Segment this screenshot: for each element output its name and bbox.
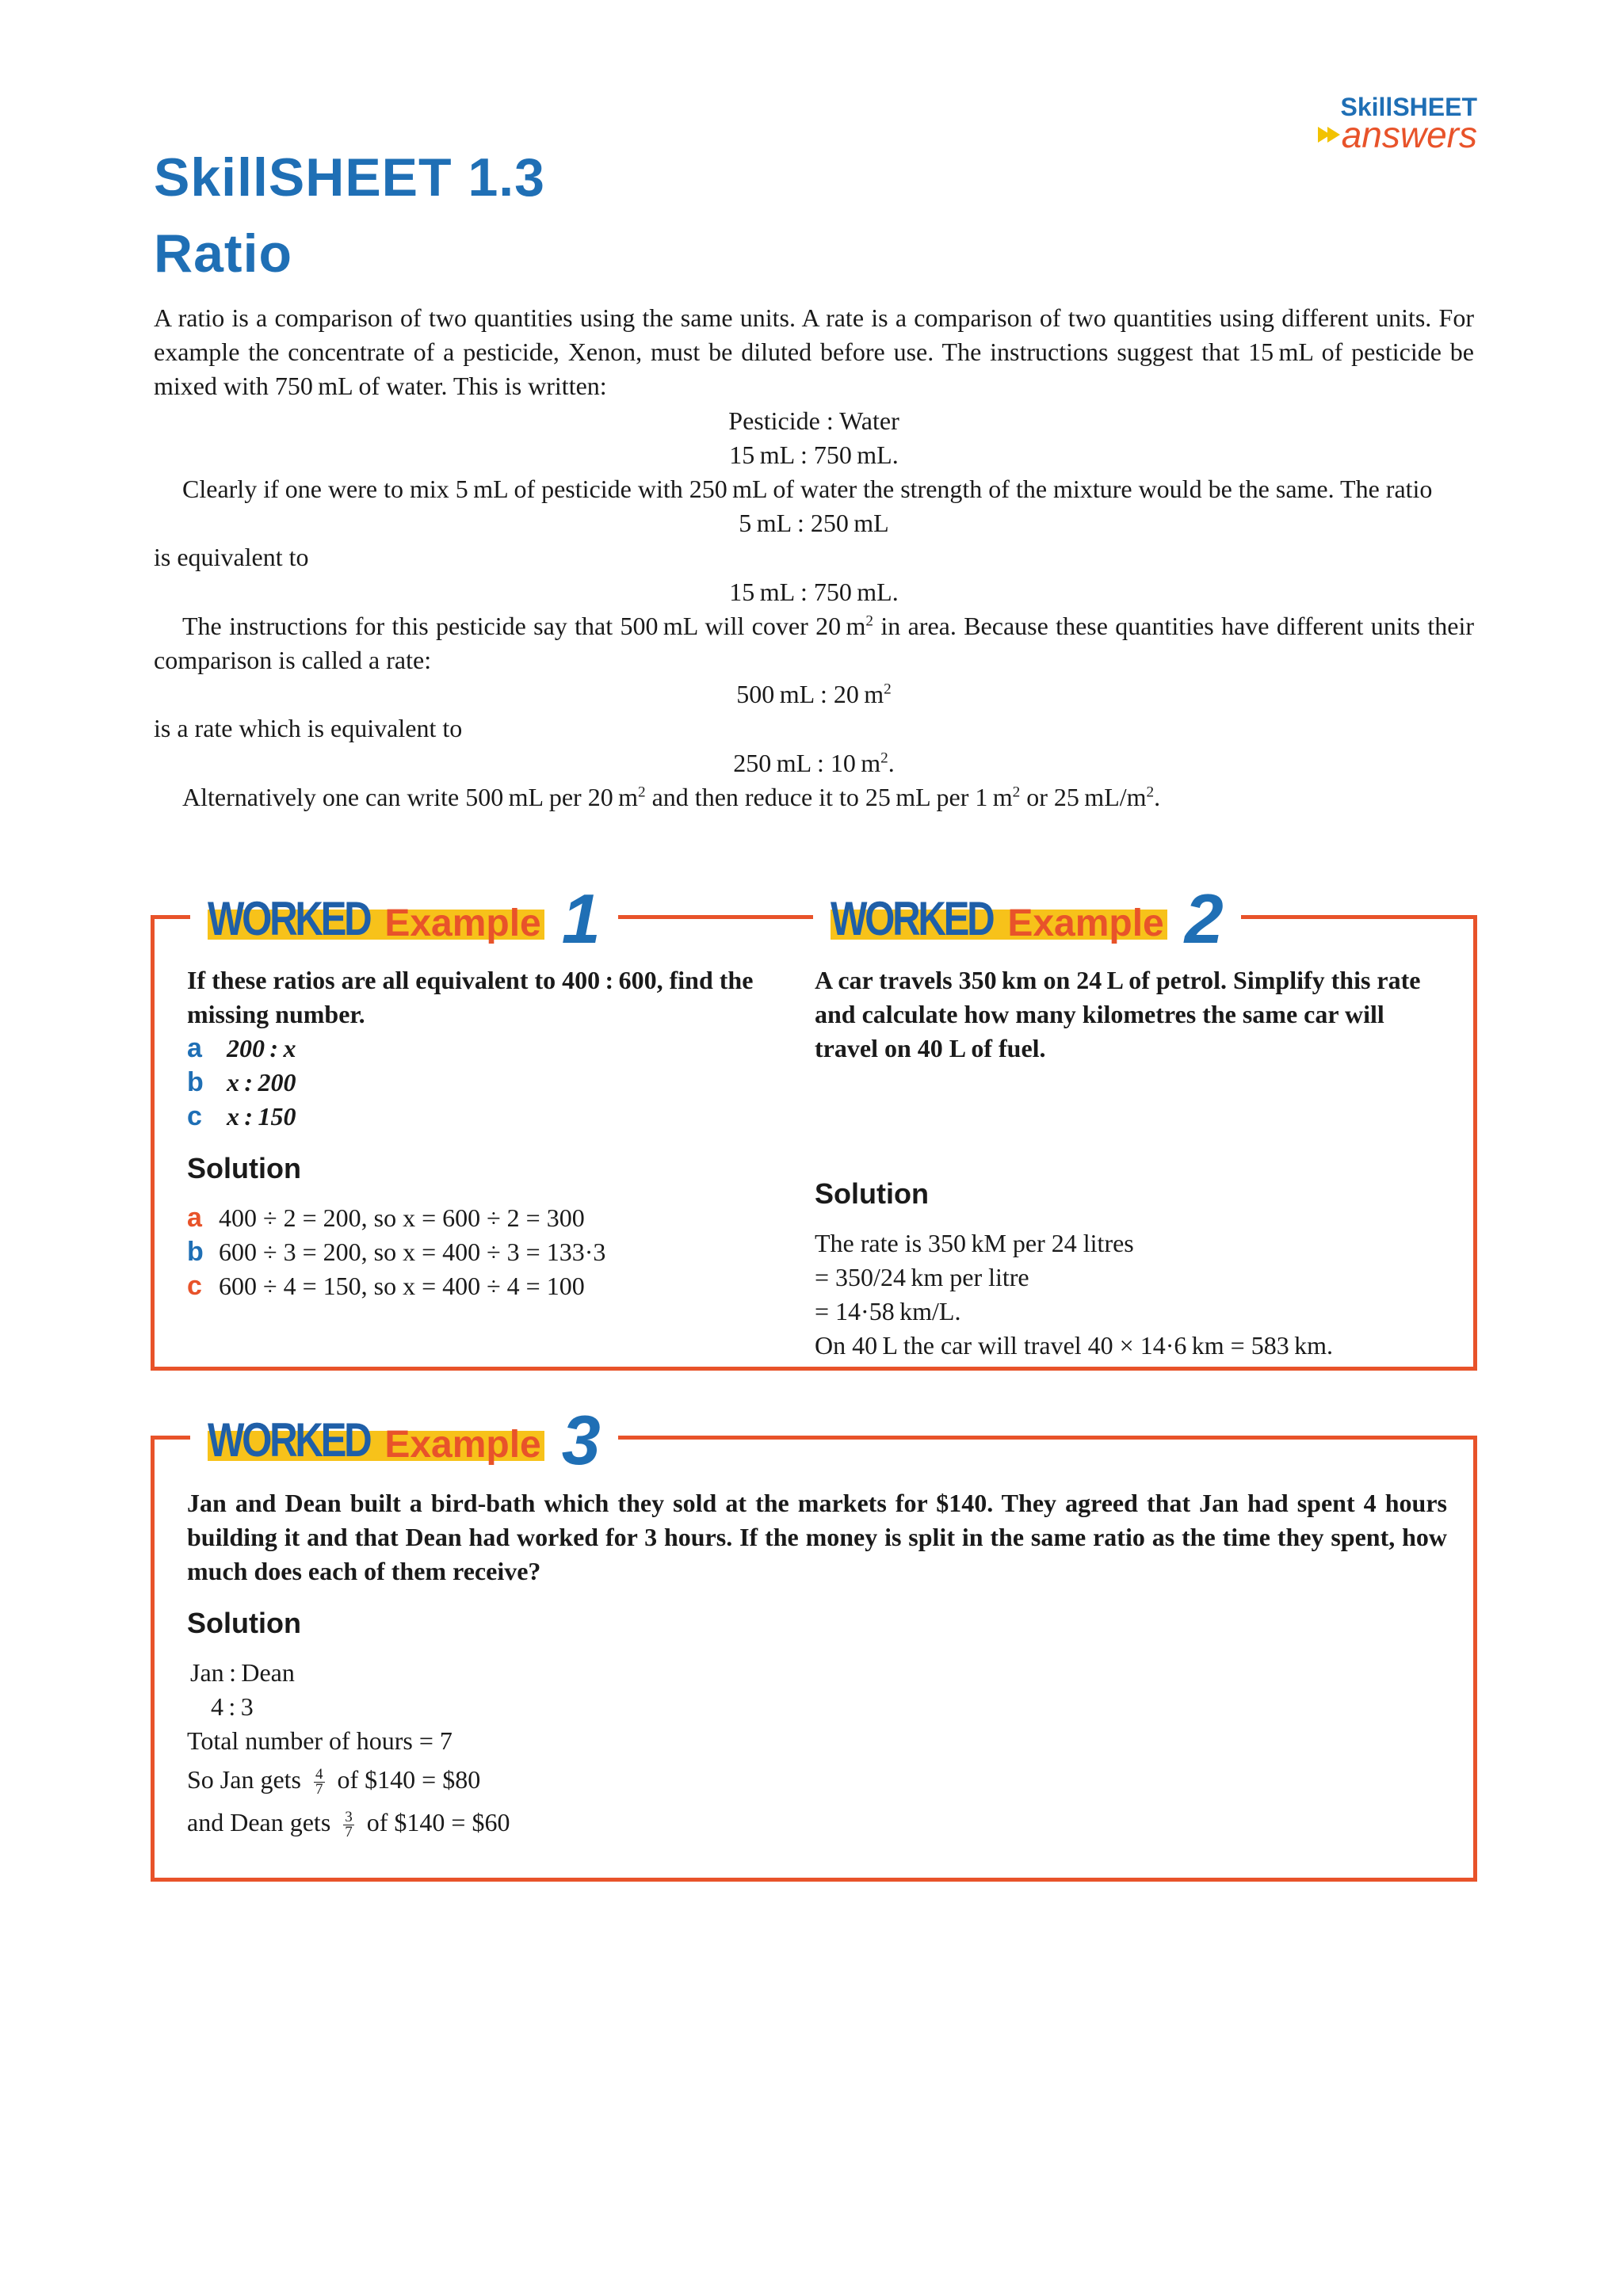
solution-line: = 14·58 km/L. <box>815 1297 961 1325</box>
solution-heading: Solution <box>815 1177 929 1210</box>
solution-line: and Dean gets $\frac{3}{7}$ of $140 = $60 <box>187 1808 510 1841</box>
example-number: 2 <box>1184 879 1224 958</box>
example-3-content <box>187 1486 1447 1844</box>
intro-paragraph-2: Clearly if one were to mix 5 mL of pesticide with 250 mL of water the strength of the mixture would be the same. The ratio <box>182 475 1433 504</box>
skillsheet-answers-logo <box>1318 93 1477 155</box>
example-1-content <box>187 963 789 1303</box>
intro-centered-line: 15 mL : 750 mL. <box>729 577 899 606</box>
fraction: $\frac{3}{7}$ <box>345 1809 353 1841</box>
page-title <box>154 139 545 292</box>
solution-heading: Solution <box>187 1152 301 1184</box>
intro-paragraph-6: Alternatively one can write 500 mL per 20 $m^2$ and then reduce it to 25 mL per 1 $m^2$ or 25 $mL/m^2$. <box>182 782 1161 811</box>
intro-centered-line: 15 mL : 750 mL. <box>729 440 899 469</box>
question-item: c x : 150 <box>187 1101 296 1131</box>
example-2-question: A car travels 350 km on 24 L of petrol. Simplify this rate and calculate how many kilometres the same car will travel on 40 L of fuel. <box>815 966 1421 1062</box>
example-1-question: If these ratios are all equivalent to 400 : 600, find the missing number. <box>187 966 754 1028</box>
question-item: b x : 200 <box>187 1067 296 1097</box>
solution-heading: Solution <box>187 1607 301 1639</box>
worked-example-3-heading: WORKED Example 3 <box>190 1404 618 1477</box>
solution-line: Total number of hours = 7 <box>187 1726 453 1755</box>
worked-example-2-heading: WORKED Example 2 <box>813 883 1241 955</box>
title-topic: Ratio <box>154 223 292 284</box>
solution-item: b 600 ÷ 3 = 200, so x = 400 ÷ 3 = 133·3 <box>187 1237 606 1267</box>
intro-paragraph-4: The instructions for this pesticide say that 500 mL will cover 20 $m^2$ in area. Because these quantities have different units their comparison is called a rate: <box>154 611 1475 675</box>
solution-item: a 400 ÷ 2 = 200, so x = 600 ÷ 2 = 300 <box>187 1203 585 1233</box>
solution-item: c 600 ÷ 4 = 150, so x = 400 ÷ 4 = 100 <box>187 1271 585 1301</box>
solution-line: So Jan gets $\frac{4}{7}$ of $140 = $80 <box>187 1765 481 1798</box>
question-item: a 200 : x <box>187 1033 296 1063</box>
logo-line1: SkillSHEET <box>1340 93 1477 121</box>
solution-line: On 40 L the car will travel 40 × 14·6 km = 583 km. <box>815 1331 1333 1360</box>
intro-paragraph-3: is equivalent to <box>154 543 309 572</box>
example-number: 3 <box>561 1401 601 1479</box>
solution-line: = 350/24 km per litre <box>815 1263 1029 1291</box>
double-arrow-icon <box>1318 127 1337 143</box>
example-number: 1 <box>561 879 601 958</box>
title-sheet-number: SkillSHEET 1.3 <box>154 147 545 208</box>
fraction: $\frac{4}{7}$ <box>315 1766 323 1798</box>
intro-centered-line: 250 mL : 10 $m^2$. <box>733 748 895 777</box>
intro-paragraph-1: A ratio is a comparison of two quantities using the same units. A rate is a comparison of two quantities using different units. For example the concentrate of a pesticide, Xenon, must be diluted before use. The instructions suggest that 15 mL of pesticide be mixed with 750 mL of water. This is written: <box>154 303 1474 401</box>
solution-line: Jan : Dean <box>190 1658 295 1687</box>
worked-example-1-heading: WORKED Example 1 <box>190 883 618 955</box>
intro-centered-line: 5 mL : 250 mL <box>739 509 889 538</box>
example-2-content <box>815 963 1449 1363</box>
logo-line2: answers <box>1341 114 1477 155</box>
intro-paragraph-5: is a rate which is equivalent to <box>154 714 463 743</box>
intro-centered-line: Pesticide : Water <box>728 406 899 435</box>
example-3-question: Jan and Dean built a bird-bath which they sold at the markets for $140. They agreed that Jan had spent 4 hours building it and that Dean had worked for 3 hours. If the money is split in the same ratio as the time they spent, how much does each of them receive? <box>187 1489 1447 1585</box>
intro-centered-line: 500 mL : 20 $m^2$ <box>736 680 892 709</box>
intro-text <box>154 301 1474 814</box>
solution-line: 4 : 3 <box>211 1692 254 1721</box>
solution-line: The rate is 350 kM per 24 litres <box>815 1229 1134 1257</box>
